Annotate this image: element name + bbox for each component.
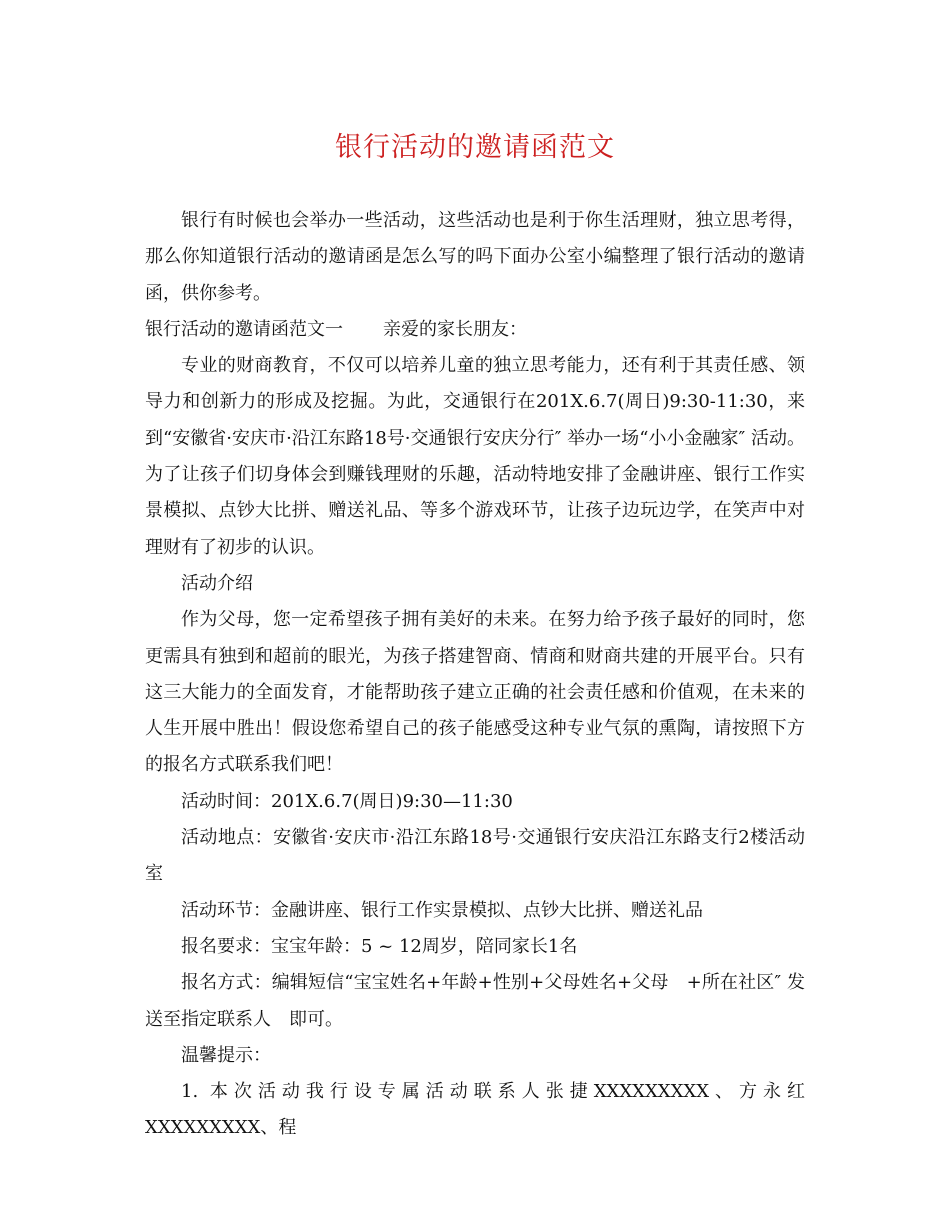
section-heading: 银行活动的邀请函范文一 [145,318,343,340]
registration-method: 报名方式：编辑短信“宝宝姓名+年龄+性别+父母姓名+父母 +所在社区″ 发送至指定联系人 即可。 [145,972,805,1030]
salutation: 亲爱的家长朋友： [383,318,527,340]
paragraph-activity-intro: 作为父母，您一定希望孩子拥有美好的未来。在努力给予孩子最好的同时，您更需具有独到和超前的眼光，为孩子搭建智商、情商和财商共建的开展平台。只有这三大能力的全面发育，才能帮助孩子建立正确的社会责任感和价值观，在未来的人生开展中胜出！假设您希望自己的孩子能感受这种专业气氛的熏陶，请按照下方的报名方式联系我们吧！ [145,609,805,776]
activity-segments: 活动环节：金融讲座、银行工作实景模拟、点钞大比拼、赠送礼品 [181,899,703,921]
registration-requirement: 报名要求：宝宝年龄：5 ~ 12周岁，陪同家长1名 [181,935,578,957]
activity-intro-heading: 活动介绍 [181,572,253,594]
activity-time: 活动时间：201X.6.7(周日)9:30—11:30 [181,790,513,812]
section-heading-line [145,312,805,348]
activity-location: 活动地点：安徽省·安庆市·沿江东路18号·交通银行安庆沿江东路支行2楼活动室 [145,827,805,885]
intro-paragraph: 银行有时候也会举办一些活动，这些活动也是利于你生活理财，独立思考得，那么你知道银行活动的邀请函是怎么写的吗下面办公室小编整理了银行活动的邀请函，供你参考。 [145,210,805,304]
reminder-item-1: 1. 本次活动我行设专属活动联系人张捷XXXXXXXXX、方永红XXXXXXXXX、程 [145,1081,805,1139]
document-title: 银行活动的邀请函范文 [335,132,615,163]
document-body [145,203,805,1147]
paragraph-event-details: 专业的财商教育，不仅可以培养儿童的独立思考能力，还有利于其责任感、领导力和创新力的形成及挖掘。为此，交通银行在201X.6.7(周日)9:30-11:30，来到“安徽省·安庆市·沿江东路18号·交通银行安庆分行″ 举办一场“小小金融家″ 活动。为了让孩子们切身体会到赚钱理财的乐趣，活动特地安排了金融讲座、银行工作实景模拟、点钞大比拼、赠送礼品、等多个游戏环节，让孩子边玩边学，在笑声中对理财有了初步的认识。 [145,355,805,558]
reminder-heading: 温馨提示： [181,1044,271,1066]
